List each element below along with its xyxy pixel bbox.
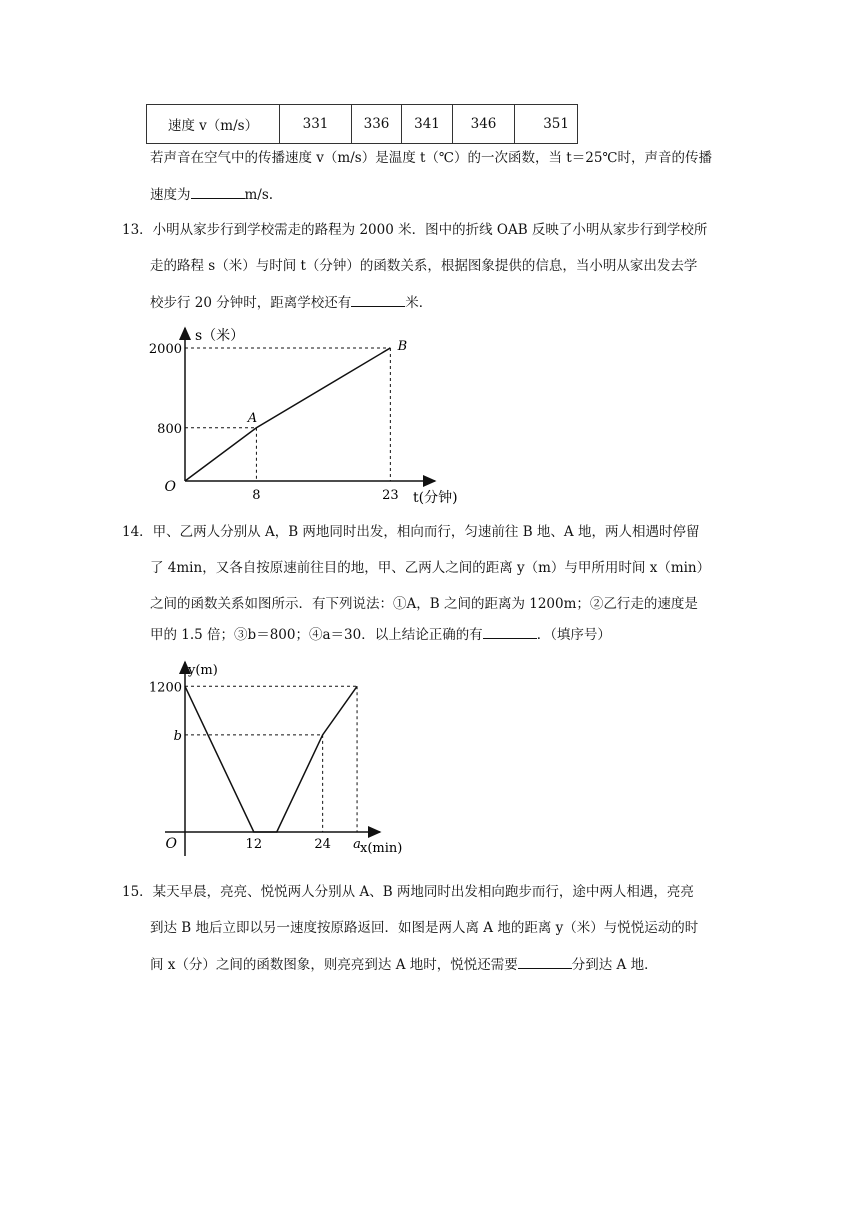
- q12-text: 速度为: [150, 187, 191, 203]
- q15-unit: 分到达 A 地．: [571, 957, 658, 973]
- chart-distance: [140, 654, 420, 866]
- speed-table: [146, 104, 578, 144]
- q14-note: ．（填序号）: [536, 627, 611, 643]
- series-line: [185, 686, 357, 832]
- x-tick-label: 23: [382, 488, 399, 503]
- q14-text: 甲的 1.5 倍；③b＝800；④a＝30．以上结论正确的有: [150, 627, 483, 643]
- q12-line-1: 若声音在空气中的传播速度 v（m/s）是温度 t（℃）的一次函数，当 t＝25℃时，声音的传播: [150, 150, 713, 166]
- origin-label: O: [165, 836, 177, 852]
- q13-line-1: 13．小明从家步行到学校需走的路程为 2000 米．图中的折线 OAB 反映了小明从家步行到学校所: [122, 222, 708, 238]
- q14-line-2: 了 4min，又各自按原速前往目的地，甲、乙两人之间的距离 y（m）与甲所用时间 x（min）: [150, 560, 711, 576]
- table-header-cell: 速度 v（m/s）: [147, 105, 280, 144]
- q13-text: 校步行 20 分钟时，距离学校还有: [150, 295, 352, 311]
- y-tick-label: 2000: [148, 341, 182, 357]
- point-a-label: A: [247, 410, 258, 426]
- x-tick-label: 8: [252, 488, 261, 503]
- x-axis-label: x(min): [360, 841, 403, 856]
- q15-text: 间 x（分）之间的函数图象，则亮亮到达 A 地时，悦悦还需要: [150, 957, 518, 973]
- answer-blank: [483, 624, 537, 639]
- q14-line-3: 之间的函数关系如图所示．有下列说法：①A，B 之间的距离为 1200m；②乙行走的速度是: [150, 596, 698, 612]
- chart-walk: [140, 318, 480, 508]
- y-tick-label: b: [173, 728, 182, 744]
- q12-line-2: [150, 184, 273, 205]
- x-tick-label: 12: [245, 837, 263, 852]
- x-tick-label: 24: [314, 837, 331, 852]
- x-axis-label: t(分钟): [413, 490, 458, 506]
- origin-label: O: [164, 479, 176, 495]
- q13-line-3: [150, 292, 432, 313]
- y-axis-label: y(m): [188, 663, 218, 678]
- point-b-label: B: [397, 338, 408, 354]
- answer-blank: [518, 954, 572, 969]
- table-cell: 341: [402, 105, 453, 144]
- table-cell: 331: [280, 105, 352, 144]
- q12-unit: m/s.: [244, 187, 274, 203]
- q15-line-1: 15．某天早晨，亮亮、悦悦两人分别从 A、B 两地同时出发相向跑步而行，途中两人相遇，亮亮: [122, 884, 694, 900]
- table-row: [147, 105, 578, 144]
- series-line: [185, 348, 390, 481]
- q13-line-2: 走的路程 s（米）与时间 t（分钟）的函数关系，根据图象提供的信息，当小明从家出发去学: [150, 258, 698, 274]
- y-axis-label: s（米）: [195, 328, 245, 344]
- x-tick-label: a: [353, 837, 361, 852]
- table-cell: 346: [453, 105, 515, 144]
- q13-unit: 米．: [405, 295, 433, 311]
- q15-line-3: [150, 954, 658, 975]
- answer-blank: [191, 184, 245, 199]
- table-cell: 351: [515, 105, 578, 144]
- q14-line-4: [150, 624, 611, 645]
- y-tick-label: 800: [157, 421, 182, 437]
- answer-blank: [351, 292, 405, 307]
- q14-line-1: 14．甲、乙两人分别从 A，B 两地同时出发，相向而行，匀速前往 B 地、A 地，两人相遇时停留: [122, 524, 700, 540]
- q15-line-2: 到达 B 地后立即以另一速度按原路返回．如图是两人离 A 地的距离 y（米）与悦悦运动的时: [150, 920, 699, 936]
- table-cell: 336: [352, 105, 402, 144]
- y-tick-label: 1200: [148, 680, 182, 696]
